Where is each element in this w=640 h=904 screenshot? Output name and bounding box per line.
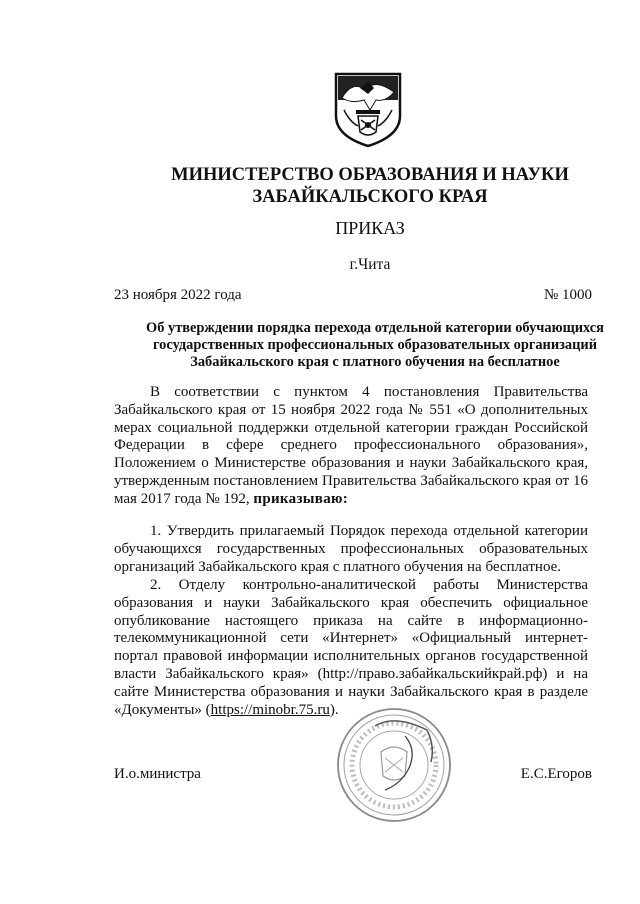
item-2-text: 2. Отделу контрольно-аналитической работы Министерства образования и науки Забайкальского края обеспечить официальное опубликование настоящего приказа на сайте в информационно-телекоммуникационной сети «Интернет» «Официальный интернет-портал правовой информации исполнительных органов государственной власти Забайкальского края» (http://право.забайкальскийкрай.рф) и на сайте Министерства образования и науки Забайкальского края в разделе «Документы» ( xyxy=(114,577,588,718)
item-2-end: ). xyxy=(329,701,339,718)
heading-line1: Об утверждении порядка перехода отдельной категории обучающихся xyxy=(146,320,604,336)
heading-line3: Забайкальского края с платного обучения на бесплатное xyxy=(190,354,560,370)
preamble-text: В соответствии с пунктом 4 постановления Правительства Забайкальского края от 15 ноября 2022 года № 551 «О дополнительных мерах социальной поддержки отдельной категории граждан Российской Федерации в сфере среднего профессионального образования», Положением о Министерстве образования и науки Забайкальского края, утвержденным постановлением Правительства Забайкальского края от 16 мая 2017 года № 192, xyxy=(114,384,588,507)
order-date: 23 ноября 2022 года xyxy=(114,287,242,303)
ministry-site-link[interactable]: https://minobr.75.ru xyxy=(210,701,330,718)
item-2-paragraph xyxy=(114,577,588,719)
command-word: приказываю: xyxy=(253,490,349,507)
city: г.Чита xyxy=(349,256,391,273)
official-seal-icon xyxy=(335,706,453,824)
signatory-name: Е.С.Егоров xyxy=(520,766,592,782)
signatory-position: И.о.министра xyxy=(114,766,201,782)
order-heading xyxy=(114,320,636,371)
heading-line2: государственных профессиональных образовательных организаций xyxy=(153,337,597,353)
ministry-name-line2: ЗАБАЙКАЛЬСКОГО КРАЯ xyxy=(252,187,488,207)
item-1-paragraph: 1. Утвердить прилагаемый Порядок перехода отдельной категории обучающихся государственных профессиональных образовательных организаций Забайкальского края с платного обучения на бесплатное. xyxy=(114,523,588,575)
order-number: № 1000 xyxy=(543,287,592,303)
coat-of-arms-icon xyxy=(330,70,406,148)
ministry-name-line1: МИНИСТЕРСТВО ОБРАЗОВАНИЯ И НАУКИ xyxy=(171,165,569,185)
document-type: ПРИКАЗ xyxy=(335,218,405,238)
preamble-paragraph xyxy=(114,384,588,509)
